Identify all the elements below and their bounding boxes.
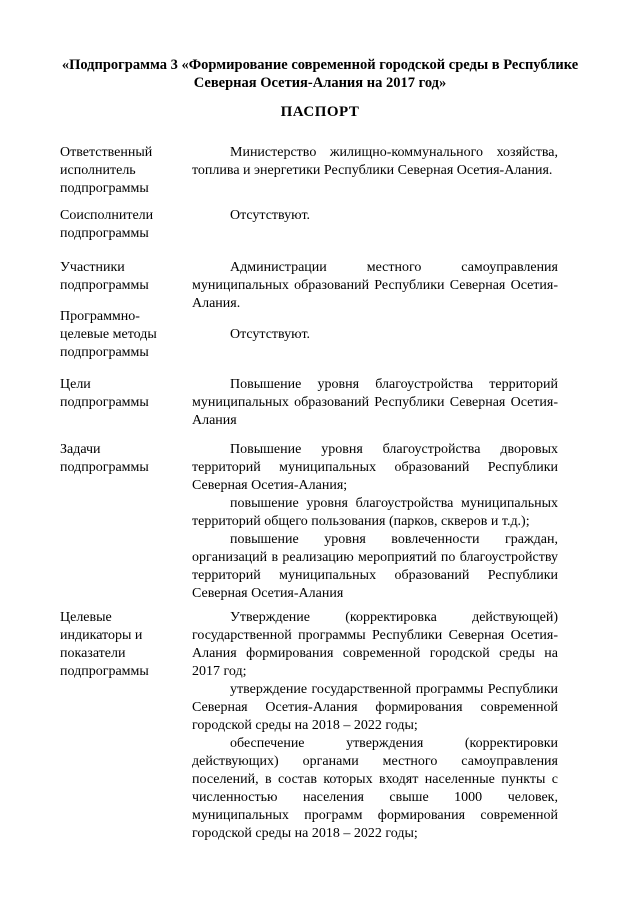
row-paragraph: Утверждение (корректировка действующей) государственной программы Республики Северная Осетия-Алания формирования современной городской среды на 2017 год; xyxy=(192,610,558,679)
row-paragraph: Отсутствуют. xyxy=(230,208,311,223)
row-paragraph: Министерство жилищно-коммунального хозяйства, топлива и энергетики Республики Северная Осетия-Алания. xyxy=(192,145,558,178)
row-label: Цели подпрограммы xyxy=(60,377,149,410)
row-content xyxy=(192,376,558,430)
row-paragraph: Отсутствуют. xyxy=(230,327,311,342)
row-content xyxy=(192,609,558,843)
row-paragraph: Повышение уровня благоустройства территорий муниципальных образований Республики Северная Осетия-Алания xyxy=(192,377,558,428)
document-title: «Подпрограмма 3 «Формирование современной городской среды в Республике Северная Осетия-Алания на 2017 год» xyxy=(61,57,579,91)
row-paragraph: утверждение государственной программы Республики Северная Осетия-Алания формирования современной городской среды на 2018 – 2022 годы; xyxy=(192,682,558,733)
row-label: Задачи подпрограммы xyxy=(60,442,149,475)
row-label: Ответственный исполнитель подпрограммы xyxy=(60,145,153,196)
row-content xyxy=(192,207,558,225)
row-paragraph: Повышение уровня благоустройства дворовых территорий муниципальных образований Республики Северная Осетия-Алания; xyxy=(192,442,558,493)
row-content xyxy=(192,441,558,603)
row-label: Соисполнители подпрограммы xyxy=(60,208,154,241)
row-label: Программно-целевые методы подпрограммы xyxy=(60,309,157,360)
row-content xyxy=(192,326,558,344)
row-content xyxy=(192,144,558,180)
row-label: Участники подпрограммы xyxy=(60,260,149,293)
row-paragraph: повышение уровня благоустройства муниципальных территорий общего пользования (парков, скверов и т.д.); xyxy=(192,496,558,529)
row-paragraph: Администрации местного самоуправления муниципальных образований Республики Северная Осетия-Алания. xyxy=(192,260,558,311)
passport-heading: ПАСПОРТ xyxy=(280,104,360,120)
row-paragraph: повышение уровня вовлеченности граждан, организаций в реализацию мероприятий по благоустройству территорий муниципальных образований Республики Северная Осетия-Алания xyxy=(192,532,558,601)
row-label: Целевые индикаторы и показатели подпрограммы xyxy=(60,610,149,679)
row-paragraph: обеспечение утверждения (корректировки действующих) органами местного самоуправления поселений, в состав которых входят населенные пункты с численностью населения свыше 1000 человек, муниципальных программ формирования современной городской среды на 2018 – 2022 годы; xyxy=(192,736,558,841)
row-content xyxy=(192,259,558,313)
